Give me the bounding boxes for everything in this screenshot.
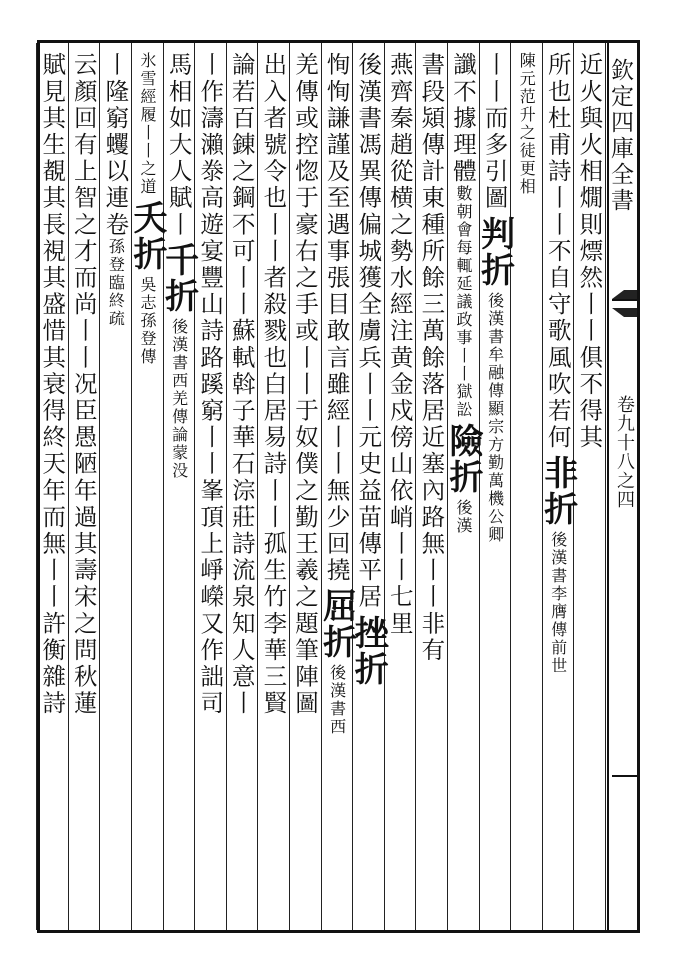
fish-tail-ornament-line	[612, 299, 637, 301]
annotation-note: 數朝會每輒延議政事丨丨獄訟	[454, 185, 473, 419]
heading-term: 千折	[158, 242, 199, 315]
text-column	[413, 52, 449, 664]
collection-title: 欽定四庫全書	[607, 58, 633, 214]
text-column	[445, 52, 481, 535]
annotation-note: 氷雪經履丨丨之道	[138, 52, 157, 196]
text-segment: 丨作濤瀨𣳾高遊宴豐山詩路蹊窮丨丨峯頂上崢嶸又作詘司	[196, 52, 225, 717]
text-column	[129, 52, 165, 366]
text-column	[66, 52, 102, 717]
text-segment: 羌傳或控惚于豪右之手或丨丨于奴僕之勤王羲之題筆陣圖	[291, 52, 319, 717]
heading-term: 非折	[537, 455, 578, 527]
text-column	[34, 52, 70, 717]
annotation-note: 後漢書牟融傳顯宗方勤萬機公卿	[485, 291, 505, 544]
fish-tail-ornament-top	[612, 285, 637, 299]
heading-term: 挫折	[348, 614, 389, 687]
text-segment: 賦見其生覩其長視其盛惜其衰得終天年而無丨丨許衡雜詩	[38, 52, 67, 717]
text-segment: 近火與火相燗則熛然丨丨俱不得其	[575, 52, 604, 451]
text-column	[508, 52, 544, 196]
heading-term: 夭折	[127, 200, 167, 272]
text-segment: 丨丨而多引圖	[480, 52, 509, 212]
text-segment: 論若百錬之鋼不可丨丨蘇軾斡子華石淙莊詩流泉知人意丨	[227, 52, 256, 717]
text-segment: 馬相如大人賦丨	[164, 52, 193, 239]
annotation-note: 吳志孫登傳	[138, 276, 157, 366]
text-column	[287, 52, 323, 717]
annotation-note: 後漢書李膺傳前世	[548, 531, 568, 675]
fish-tail-ornament-bottom	[612, 308, 637, 322]
text-column	[382, 52, 418, 637]
column-rule	[605, 43, 606, 930]
text-segment: 云顏回有上智之才而尚丨丨况臣愚陋年過其壽宋之問秋蓮	[69, 52, 98, 717]
annotation-note: 後漢書西	[327, 664, 347, 736]
heading-term: 屈折	[316, 588, 357, 660]
text-segment: 讖不據理體	[449, 52, 477, 185]
annotation-note: 後漢	[454, 499, 473, 535]
text-segment: 燕齊秦趙從横之勢水經注黄金戍傍山依峭丨丨七里	[385, 52, 414, 638]
text-column	[255, 52, 291, 717]
text-column	[224, 52, 260, 717]
text-segment: 書段熲傳計東種所餘三萬餘落居近塞內路無丨丨非有	[417, 52, 446, 664]
text-segment: 出入者號令也丨丨者殺戮也白居易詩丨丨孤生竹李華三賢	[259, 52, 288, 717]
header-rule	[612, 775, 637, 777]
text-column	[316, 52, 357, 736]
text-segment: 後漢書馮異傳偏城獲全虜兵丨丨元史益苗傳平居	[354, 52, 383, 611]
text-segment: 丨隆窮蠼以連卷	[101, 52, 130, 239]
text-column	[192, 52, 228, 717]
volume-label: 卷九十八之四	[614, 395, 635, 509]
annotation-note: 孫登臨終疏	[106, 238, 126, 329]
text-segment: 所也杜甫詩丨丨不自守歌風吹若何	[543, 52, 572, 451]
text-column	[97, 52, 133, 328]
text-segment: 恂恂謙謹及至遇事張目敢言雖經丨丨無少回撓	[322, 52, 351, 584]
annotation-note: 陳元范升之徒更相	[517, 52, 537, 196]
heading-term: 險折	[443, 423, 483, 495]
text-column	[571, 52, 607, 451]
text-column	[537, 52, 578, 675]
heading-term: 判折	[474, 215, 515, 288]
annotation-note: 後漢書西羌傳論蒙没	[169, 318, 189, 481]
